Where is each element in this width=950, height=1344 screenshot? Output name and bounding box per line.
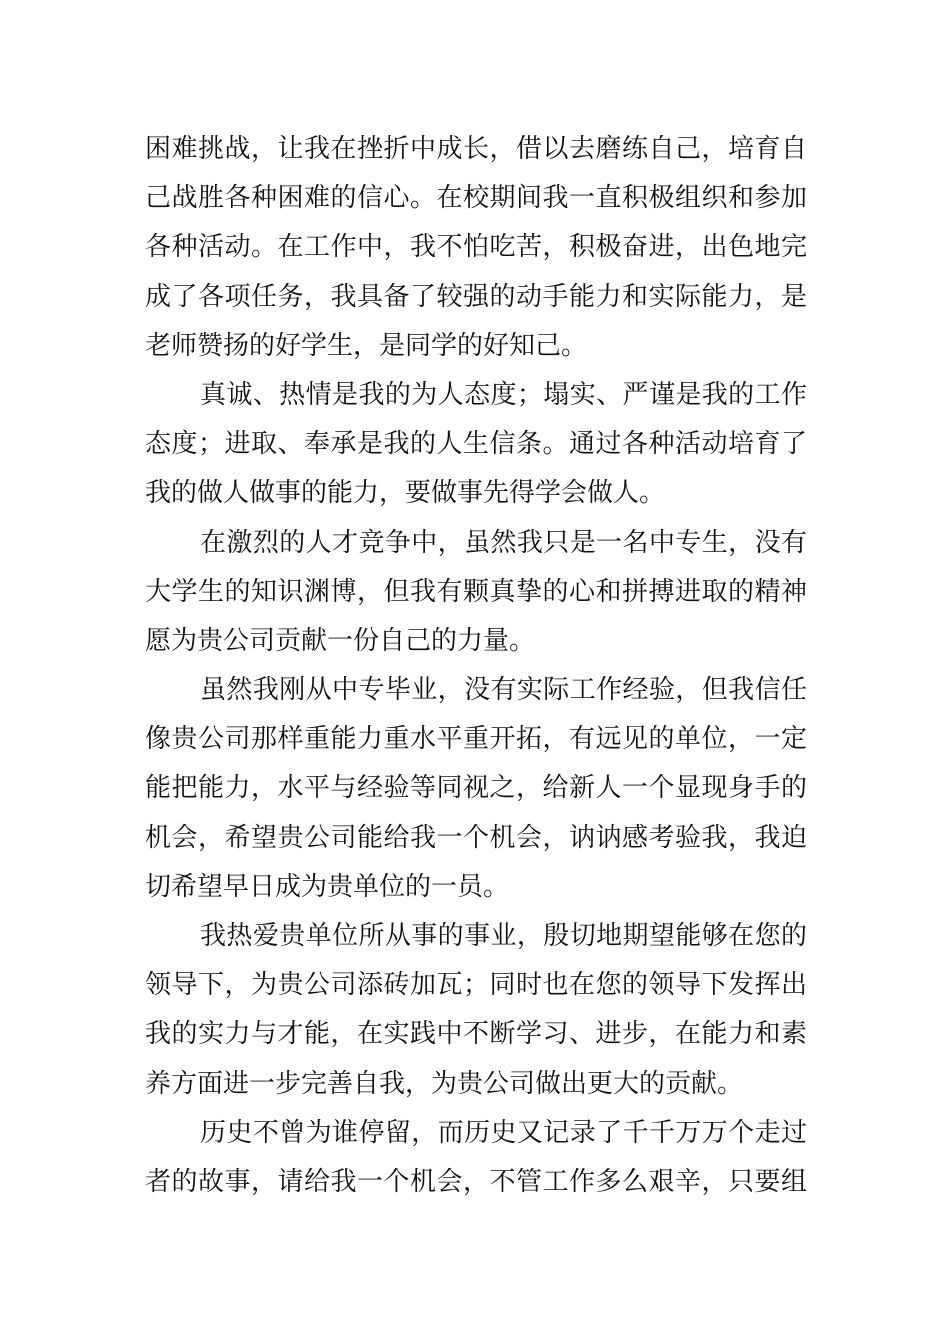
text-line: 切希望早日成为贵单位的一员。 [145,871,510,902]
text-line: 领导下，为贵公司添砖加瓦；同时也在您的领导下发挥出 [145,970,807,1001]
text-line: 老师赞扬的好学生，是同学的好知己。 [145,330,588,361]
text-line: 大学生的知识渊博，但我有颗真挚的心和拼搏进取的精神 [145,576,807,607]
text-line: 己战胜各种困难的信心。在校期间我一直积极组织和参加 [145,183,807,214]
text-line: 能把能力，水平与经验等同视之，给新人一个显现身手的 [145,773,807,804]
text-line: 在激烈的人才竞争中，虽然我只是一名中专生，没有 [200,527,807,558]
text-line: 成了各项任务，我具备了较强的动手能力和实际能力，是 [145,281,807,312]
text-line: 养方面进一步完善自我，为贵公司做出更大的贡献。 [145,1068,744,1099]
text-line: 困难挑战，让我在挫折中成长，借以去磨练自己，培育自 [145,134,807,164]
text-line: 像贵公司那样重能力重水平重开拓，有远见的单位，一定 [145,724,807,755]
text-line: 虽然我刚从中专毕业，没有实际工作经验，但我信任 [200,675,807,706]
text-line: 愿为贵公司贡献一份自己的力量。 [145,625,536,656]
text-line: 机会，希望贵公司能给我一个机会，讷讷感考验我，我迫 [145,822,807,853]
document-body [145,125,807,1207]
text-line: 我的实力与才能，在实践中不断学习、进步，在能力和素 [145,1019,807,1050]
text-line: 我热爱贵单位所从事的事业，殷切地期望能够在您的 [200,921,807,951]
text-line: 真诚、热情是我的为人态度；塌实、严谨是我的工作 [200,379,807,410]
text-line: 我的做人做事的能力，要做事先得学会做人。 [145,478,666,509]
text-line: 态度；进取、奉承是我的人生信条。通过各种活动培育了 [145,429,807,460]
text-line: 者的故事，请给我一个机会，不管工作多么艰辛，只要组 [145,1166,807,1197]
text-line: 历史不曾为谁停留，而历史又记录了千千万万个走过 [200,1117,807,1148]
text-line: 各种活动。在工作中，我不怕吃苦，积极奋进，出色地完 [145,232,807,263]
